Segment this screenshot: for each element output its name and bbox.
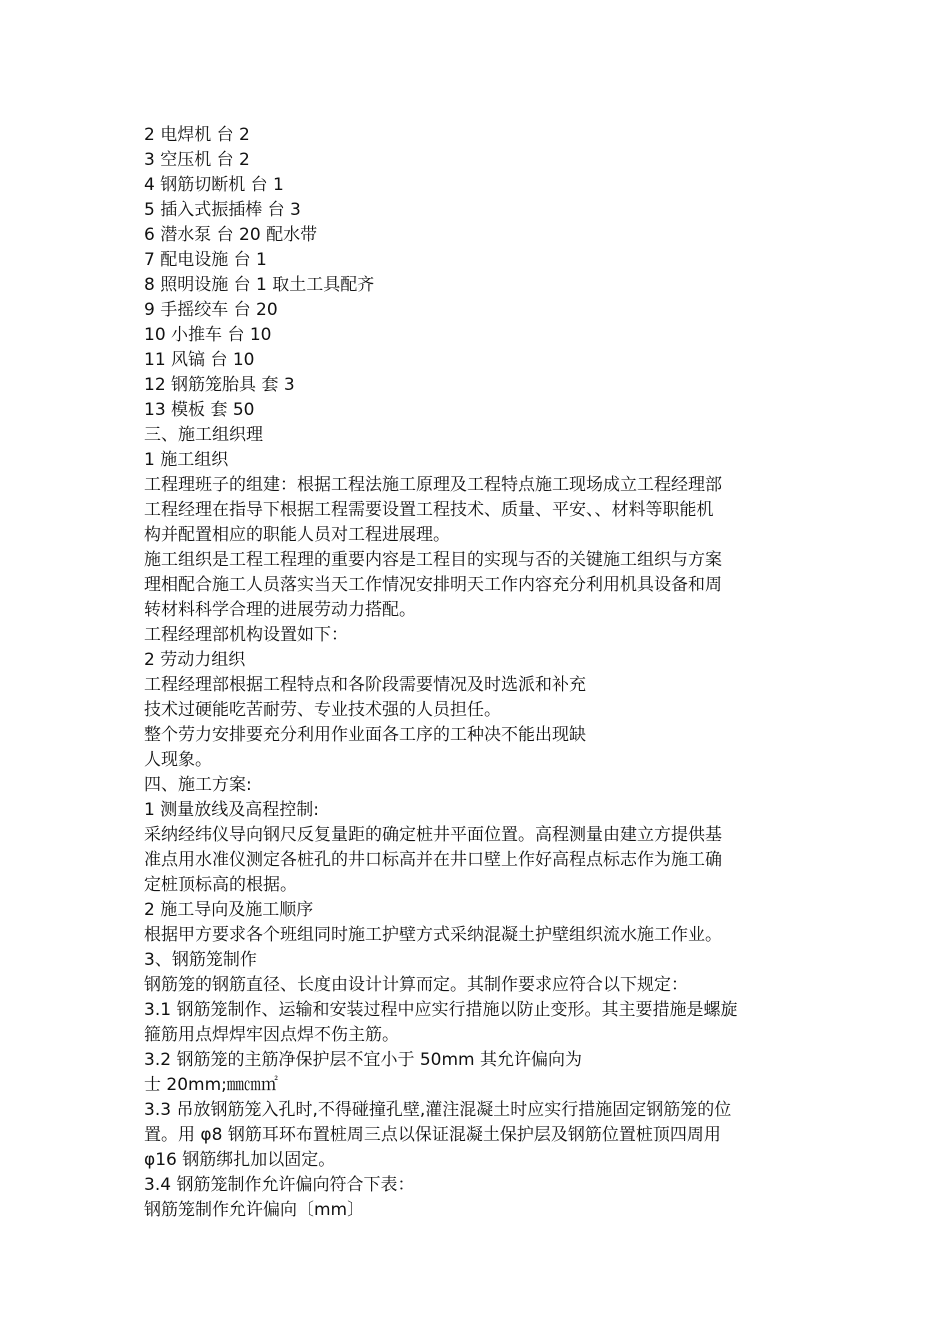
text-line: 技术过硬能吃苦耐劳、专业技术强的人员担任。 [144,700,501,720]
text-line: 8 照明设施 台 1 取土工具配齐 [144,275,375,295]
text-line: 工程经理在指导下根据工程需要设置工程技术、质量、平安、、材料等职能机 [144,500,714,520]
text-line: 整个劳力安排要充分利用作业面各工序的工种决不能出现缺 [144,725,586,745]
subsection-heading: 2 劳动力组织 [144,650,246,670]
text-line: 施工组织是工程工程理的重要内容是工程目的实现与否的关键施工组织与方案 [144,550,722,570]
text-line: 理相配合施工人员落实当天工作情况安排明天工作内容充分利用机具设备和周 [144,575,722,595]
text-line: 置。用 φ8 钢筋耳环布置桩周三点以保证混凝土保护层及钢筋位置桩顶四周用 [144,1125,721,1145]
text-line: 3 空压机 台 2 [144,150,250,170]
text-line: φ16 钢筋绑扎加以固定。 [144,1150,336,1170]
text-line: 采纳经纬仪导向钢尺反复量距的确定桩井平面位置。高程测量由建立方提供基 [144,825,722,845]
text-line: 士 20mm;㎜㎝㎡ [144,1075,278,1095]
text-line: 构并配置相应的职能人员对工程进展理。 [144,525,450,545]
text-line: 13 模板 套 50 [144,400,255,420]
text-line: 9 手摇绞车 台 20 [144,300,278,320]
subsection-heading: 3、钢筋笼制作 [144,950,257,970]
subsection-heading: 1 施工组织 [144,450,229,470]
text-line: 3.4 钢筋笼制作允许偏向符合下表： [144,1175,415,1195]
text-line: 5 插入式振插棒 台 3 [144,200,301,220]
text-line: 定桩顶标高的根据。 [144,875,297,895]
text-line: 10 小推车 台 10 [144,325,272,345]
text-line: 钢筋笼的钢筋直径、长度由设计计算而定。其制作要求应符合以下规定： [144,975,688,995]
text-line: 12 钢筋笼胎具 套 3 [144,375,295,395]
text-line: 3.1 钢筋笼制作、运输和安装过程中应实行措施以防止变形。其主要措施是螺旋 [144,1000,738,1020]
text-line: 工程经理部根据工程特点和各阶段需要情况及时选派和补充 [144,675,586,695]
text-line: 4 钢筋切断机 台 1 [144,175,284,195]
text-line: 11 风镐 台 10 [144,350,255,370]
text-line: 6 潜水泵 台 20 配水带 [144,225,318,245]
text-line: 钢筋笼制作允许偏向〔mm〕 [144,1200,365,1220]
text-line: 准点用水准仪测定各桩孔的井口标高并在井口壁上作好高程点标志作为施工确 [144,850,722,870]
text-line: 2 电焊机 台 2 [144,125,250,145]
document-body [144,123,804,1223]
subsection-heading: 1 测量放线及高程控制: [144,800,319,820]
text-line: 转材料科学合理的进展劳动力搭配。 [144,600,416,620]
section-heading: 四、施工方案: [144,775,252,795]
text-line: 工程理班子的组建：根据工程法施工原理及工程特点施工现场成立工程经理部 [144,475,722,495]
section-heading: 三、施工组织理 [144,425,263,445]
text-line: 3.2 钢筋笼的主筋净保护层不宜小于 50mm 其允许偏向为 [144,1050,582,1070]
text-line: 箍筋用点焊焊牢因点焊不伤主筋。 [144,1025,399,1045]
text-line: 人现象。 [144,750,212,770]
text-line: 3.3 吊放钢筋笼入孔时,不得碰撞孔壁,灌注混凝土时应实行措施固定钢筋笼的位 [144,1100,732,1120]
text-line: 7 配电设施 台 1 [144,250,267,270]
text-line: 工程经理部机构设置如下： [144,625,348,645]
text-line: 根据甲方要求各个班组同时施工护壁方式采纳混凝土护壁组织流水施工作业。 [144,925,722,945]
subsection-heading: 2 施工导向及施工顺序 [144,900,314,920]
